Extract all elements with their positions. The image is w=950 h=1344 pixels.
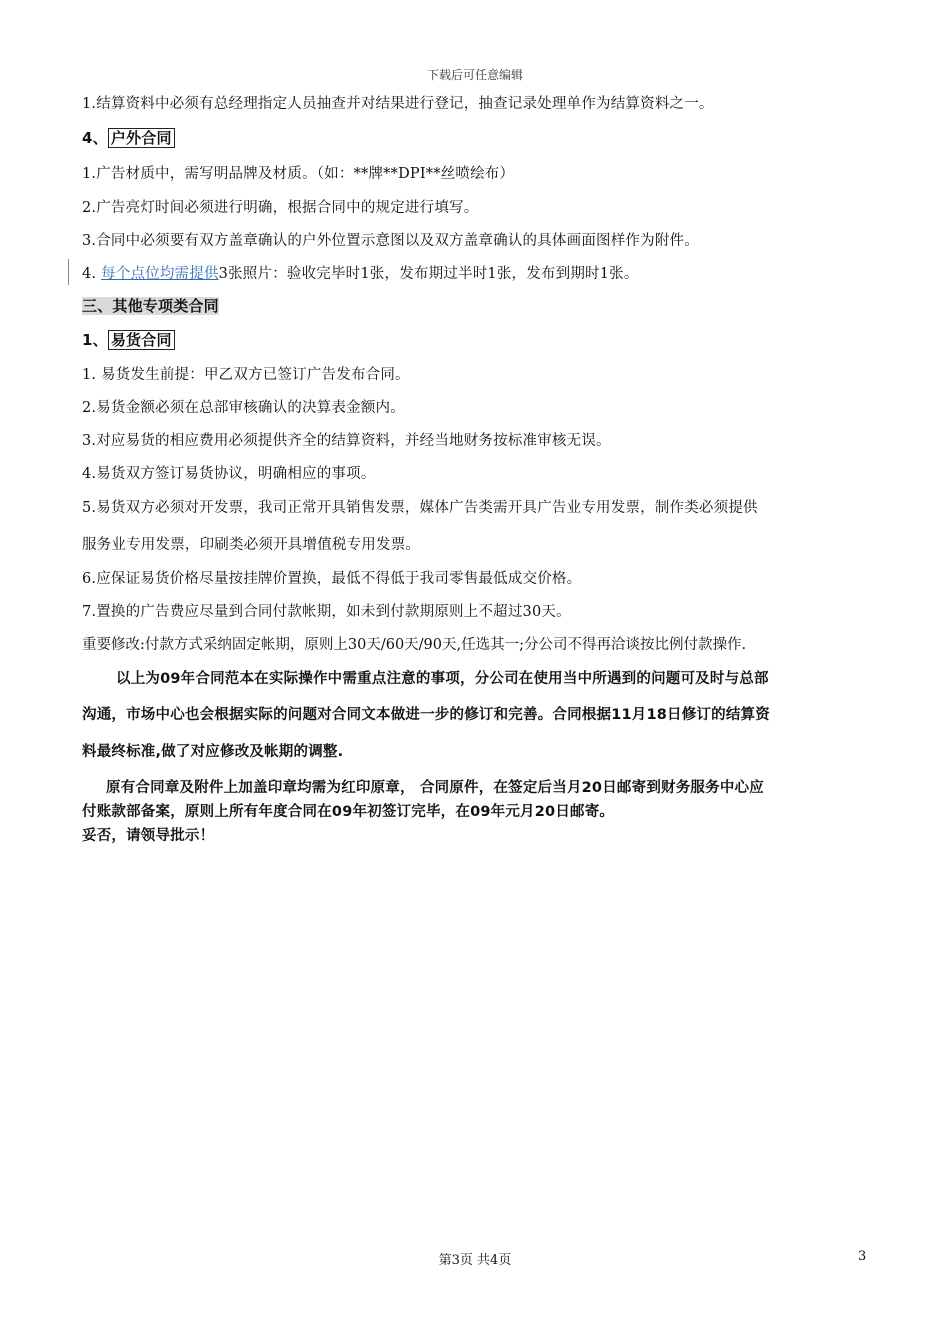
list-item: 7.置换的广告费应尽量到合同付款帐期，如未到付款期原则上不超过30天。 (82, 604, 571, 620)
list-item: 3.对应易货的相应费用必须提供齐全的结算资料，并经当地财务按标准审核无误。 (82, 433, 611, 449)
heading-number: 4、 (82, 129, 108, 147)
list-item: 2.易货金额必须在总部审核确认的决算表金额内。 (82, 400, 405, 416)
line-settlement-check: 1.结算资料中必须有总经理指定人员抽查并对结果进行登记，抽查记录处理单作为结算资料之一。 (82, 96, 714, 112)
important-modification-note: 重要修改:付款方式采纳固定帐期，原则上30天/60天/90天,任选其一;分公司不得再洽谈按比例付款操作. (82, 637, 747, 653)
closing-paragraph-line: 沟通，市场中心也会根据实际的问题对合同文本做进一步的修订和完善。合同根据11月18日修订的结算资 (82, 707, 770, 723)
heading-outdoor-contract (82, 127, 175, 148)
heading-barter-contract (82, 329, 175, 350)
section-title: 三、其他专项类合同 (82, 297, 219, 315)
change-bar (68, 259, 69, 285)
approval-request: 妥否，请领导批示！ (82, 828, 215, 844)
seal-paragraph-line: 原有合同章及附件上加盖印章均需为红印原章， 合同原件，在签定后当月20日邮寄到财务服务中心应 (106, 780, 764, 796)
list-item: 2.广告亮灯时间必须进行明确，根据合同中的规定进行填写。 (82, 200, 479, 216)
closing-paragraph-line: 料最终标准,做了对应修改及帐期的调整. (82, 744, 344, 760)
closing-paragraph-line: 以上为09年合同范本在实际操作中需重点注意的事项，分公司在使用当中所遇到的问题可及时与总部 (116, 671, 769, 687)
list-text: 3张照片：验收完毕时1张，发布期过半时1张，发布到期时1张。 (218, 266, 639, 282)
seal-paragraph-line: 付账款部备案，原则上所有年度合同在09年初签订完毕，在09年元月20日邮寄。 (82, 804, 615, 820)
list-item: 5.易货双方必须对开发票，我司正常开具销售发票，媒体广告类需开具广告业专用发票，制作类必须提供 (82, 500, 758, 516)
revision-link[interactable]: 每个点位均需提供 (101, 266, 219, 282)
page-number: 3 (858, 1249, 867, 1264)
list-item (82, 262, 639, 283)
heading-number: 1、 (82, 331, 108, 349)
section-heading-other-contracts (82, 295, 219, 316)
list-item: 1. 易货发生前提：甲乙双方已签订广告发布合同。 (82, 367, 410, 383)
list-number: 4. (82, 266, 102, 282)
heading-title: 户外合同 (108, 128, 175, 148)
page-footer: 第3页 共4页 (438, 1253, 512, 1268)
list-item: 4.易货双方签订易货协议，明确相应的事项。 (82, 466, 376, 482)
page-header: 下载后可任意编辑 (426, 68, 523, 82)
list-item: 1.广告材质中，需写明品牌及材质。（如：**牌**DPI**丝喷绘布） (82, 166, 515, 182)
list-item: 3.合同中必须要有双方盖章确认的户外位置示意图以及双方盖章确认的具体画面图样作为附件。 (82, 233, 699, 249)
list-item: 6.应保证易货价格尽量按挂牌价置换，最低不得低于我司零售最低成交价格。 (82, 571, 582, 587)
heading-title: 易货合同 (108, 330, 175, 350)
list-item-continued: 服务业专用发票，印刷类必须开具增值税专用发票。 (82, 537, 421, 553)
